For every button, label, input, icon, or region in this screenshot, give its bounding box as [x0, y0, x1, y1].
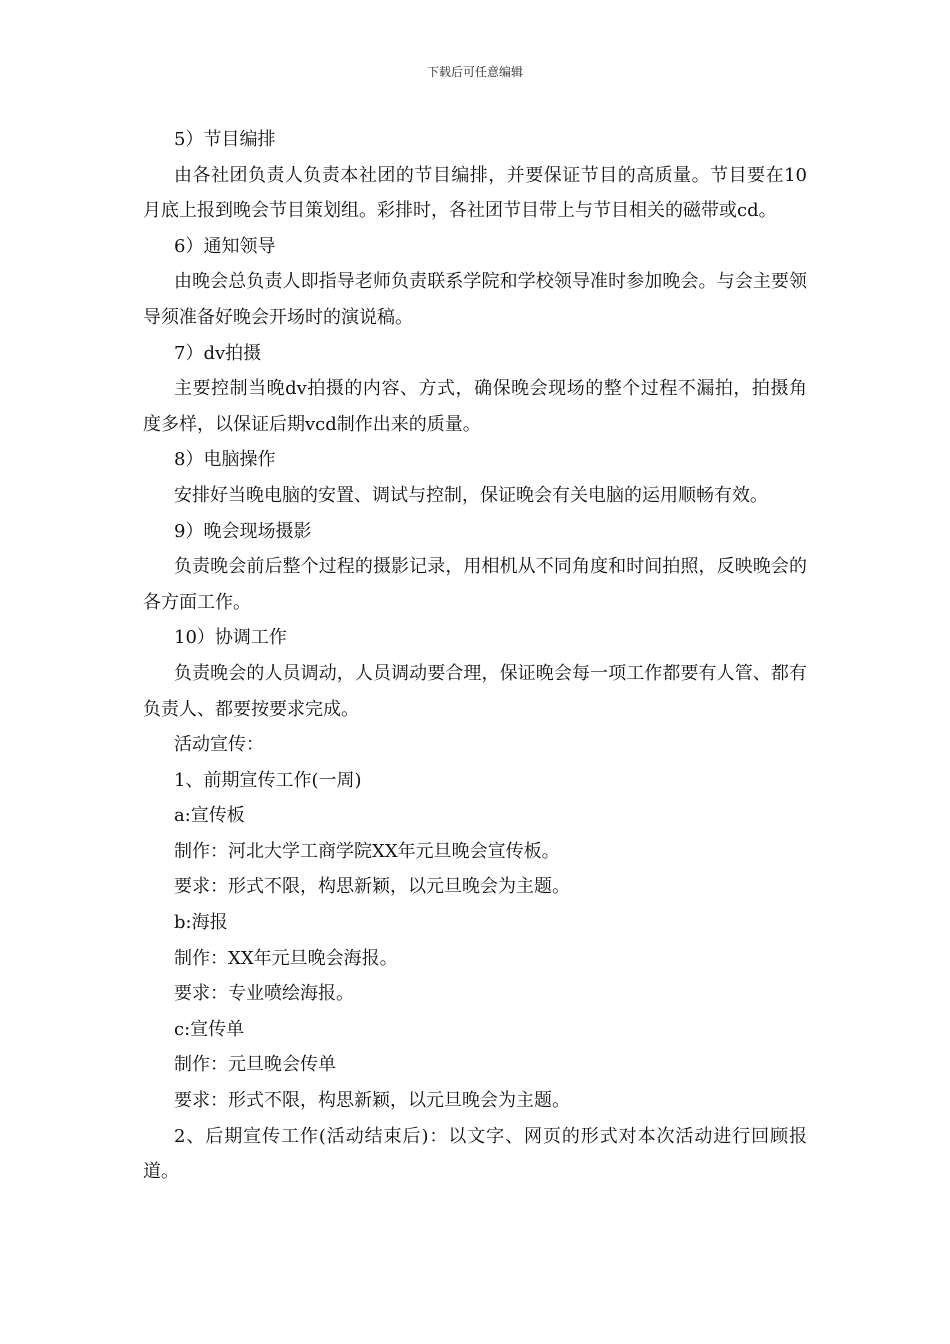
heading-notify-leaders: 6）通知领导: [174, 235, 276, 257]
heading-coordination: 10）协调工作: [174, 627, 287, 649]
heading-publicity: 活动宣传：: [174, 734, 264, 756]
heading-early-publicity: 1、前期宣传工作(一周): [174, 769, 362, 791]
paragraph-coordination: 负责晚会的人员调动，人员调动要合理，保证晚会每一项工作都要有人管、都有负责人、都要按要求完成。: [143, 662, 807, 720]
paragraph-late-publicity: 2、后期宣传工作(活动结束后)：以文字、网页的形式对本次活动进行回顾报道。: [143, 1125, 807, 1183]
heading-photography: 9）晚会现场摄影: [174, 520, 312, 542]
item-a-requirement: 要求：形式不限，构思新颖，以元旦晚会为主题。: [174, 876, 570, 898]
item-c-production: 制作：元旦晚会传单: [174, 1054, 336, 1076]
paragraph-program-arrangement: 由各社团负责人负责本社团的节目编排，并要保证节目的高质量。节目要在10月底上报到晚会节目策划组。彩排时，各社团节目带上与节目相关的磁带或cd。: [143, 164, 807, 222]
item-a-board: a:宣传板: [174, 805, 245, 827]
page-header: 下载后可任意编辑: [426, 65, 523, 79]
item-c-requirement: 要求：形式不限，构思新颖，以元旦晚会为主题。: [174, 1090, 570, 1112]
item-c-flyer: c:宣传单: [174, 1018, 245, 1040]
heading-computer-operation: 8）电脑操作: [174, 449, 276, 471]
paragraph-dv-filming: 主要控制当晚dv拍摄的内容、方式，确保晚会现场的整个过程不漏拍，拍摄角度多样，以保证后期vcd制作出来的质量。: [143, 378, 807, 435]
paragraph-computer-operation: 安排好当晚电脑的安置、调试与控制，保证晚会有关电脑的运用顺畅有效。: [174, 484, 768, 506]
heading-program-arrangement: 5）节目编排: [174, 129, 276, 150]
heading-dv-filming: 7）dv拍摄: [174, 342, 262, 364]
item-b-requirement: 要求：专业喷绘海报。: [174, 983, 354, 1005]
document-body: [143, 122, 807, 1190]
item-b-production: 制作：XX年元旦晚会海报。: [174, 947, 398, 969]
item-b-poster: b:海报: [174, 912, 228, 934]
paragraph-notify-leaders: 由晚会总负责人即指导老师负责联系学院和学校领导准时参加晚会。与会主要领导须准备好晚会开场时的演说稿。: [143, 271, 807, 328]
paragraph-photography: 负责晚会前后整个过程的摄影记录，用相机从不同角度和时间拍照，反映晚会的各方面工作。: [143, 556, 807, 613]
item-a-production: 制作：河北大学工商学院XX年元旦晚会宣传板。: [174, 840, 560, 862]
